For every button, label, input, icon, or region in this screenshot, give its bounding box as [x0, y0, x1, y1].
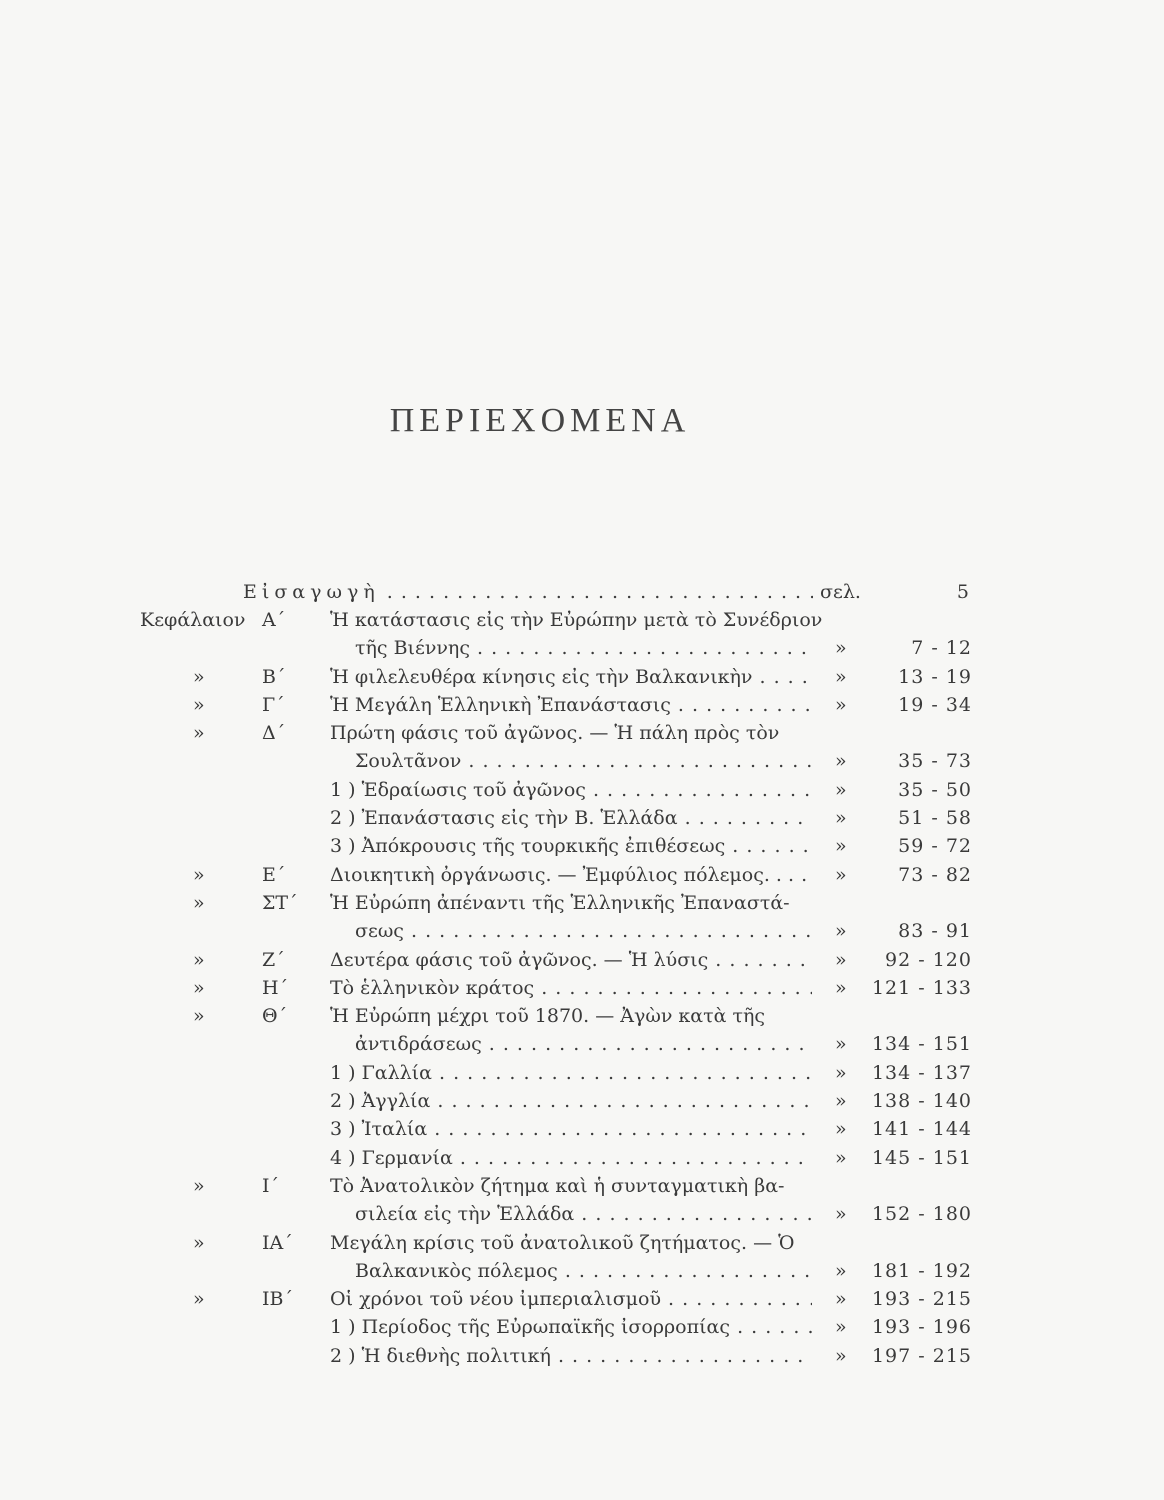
page-ditto: » — [835, 920, 847, 942]
ditto-mark: » — [193, 1175, 205, 1197]
chapter-title-cont: Σουλτᾶνον . . . — [355, 747, 812, 775]
chapter-number: Γ΄ — [262, 694, 285, 716]
page-range: 197 - 215 — [871, 1345, 972, 1367]
page-range: 152 - 180 — [871, 1203, 972, 1225]
page-range: 35 - 73 — [898, 750, 972, 772]
chapter-title: Μεγάλη κρίσις τοῦ ἀνατολικοῦ ζητήματος. — Ὁ — [330, 1232, 795, 1254]
chapter-title: Δευτέρα φάσις τοῦ ἀγῶνος. — Ἡ λύσις . . . — [330, 946, 812, 974]
page-range: 134 - 151 — [871, 1033, 972, 1055]
subsection-title: 1 ) Περίοδος τῆς Εὐρωπαϊκῆς ἰσορροπίας . . . — [330, 1313, 812, 1341]
chapter-title: Ἡ Εὐρώπη μέχρι τοῦ 1870. — Ἀγὼν κατὰ τῆς — [330, 1005, 766, 1027]
page-range: 35 - 50 — [898, 779, 972, 801]
chapter-title-cont: Βαλκανικὸς πόλεμος . . . — [355, 1257, 812, 1285]
chapter-number: Ι΄ — [262, 1175, 280, 1197]
page-ditto: » — [835, 1090, 847, 1112]
page-range: 7 - 12 — [911, 637, 972, 659]
ditto-mark: » — [193, 864, 205, 886]
page-ditto: » — [835, 1062, 847, 1084]
page-ditto: » — [835, 637, 847, 659]
chapter-number: Η΄ — [262, 977, 289, 999]
page-range: 134 - 137 — [871, 1062, 972, 1084]
chapter-number: ΣΤ΄ — [262, 892, 298, 914]
page-ditto: » — [835, 1203, 847, 1225]
subsection-title: 4 ) Γερμανία . . . — [330, 1144, 812, 1172]
chapter-title: Ἡ φιλελευθέρα κίνησις εἰς τὴν Βαλκανικὴν . . . — [330, 663, 812, 691]
chapter-title: Ἡ Εὐρώπη ἀπέναντι τῆς Ἑλληνικῆς Ἐπαναστά- — [330, 892, 790, 914]
ditto-mark: » — [193, 949, 205, 971]
chapter-number: Β΄ — [262, 666, 286, 688]
subsection-title: 2 ) Ἐπανάστασις εἰς τὴν Β. Ἑλλάδα . . . — [330, 804, 812, 832]
page-ditto: » — [835, 1260, 847, 1282]
ditto-mark: » — [193, 722, 205, 744]
ditto-mark: » — [193, 977, 205, 999]
chapter-title: Τὸ Ἀνατολικὸν ζήτημα καὶ ἡ συνταγματικὴ βα- — [330, 1175, 785, 1197]
chapter-number: ΙΒ΄ — [262, 1288, 293, 1310]
page-ditto: » — [835, 864, 847, 886]
page-ditto: » — [835, 977, 847, 999]
page-ditto: » — [835, 1316, 847, 1338]
page-range: 181 - 192 — [871, 1260, 972, 1282]
page-ditto: » — [835, 1147, 847, 1169]
page-ditto: » — [835, 1033, 847, 1055]
ditto-mark: » — [193, 666, 205, 688]
page-range: 92 - 120 — [885, 949, 972, 971]
subsection-title: 2 ) Ἡ διεθνὴς πολιτική . . . — [330, 1342, 812, 1370]
page-range: 145 - 151 — [871, 1147, 972, 1169]
page-ditto: » — [835, 949, 847, 971]
page-range: 193 - 196 — [871, 1316, 972, 1338]
page-ditto: » — [835, 666, 847, 688]
page-ditto: » — [835, 1288, 847, 1310]
ditto-mark: » — [193, 1232, 205, 1254]
page-ditto: » — [835, 694, 847, 716]
page-range: 59 - 72 — [898, 835, 972, 857]
chapter-number: Α΄ — [262, 609, 286, 631]
page-range: 83 - 91 — [898, 920, 972, 942]
page-range: 193 - 215 — [871, 1288, 972, 1310]
chapter-title-cont: σιλεία εἰς τὴν Ἑλλάδα . . . — [355, 1200, 812, 1228]
subsection-title: 3 ) Ἀπόκρουσις τῆς τουρκικῆς ἐπιθέσεως . . . — [330, 832, 812, 860]
chapter-title-cont: ἀντιδράσεως . . . — [355, 1030, 812, 1058]
page-range: 141 - 144 — [871, 1118, 972, 1140]
chapter-title-cont: τῆς Βιέννης . . . — [355, 634, 812, 662]
ditto-mark: » — [193, 892, 205, 914]
page-ditto: » — [835, 1118, 847, 1140]
chapter-title: Τὸ ἑλληνικὸν κράτος . . . — [330, 974, 812, 1002]
chapter-number: Θ΄ — [262, 1005, 288, 1027]
chapter-title: Διοικητικὴ ὀργάνωσις. — Ἐμφύλιος πόλεμος. . . . . . — [330, 861, 812, 889]
chapter-number: Δ΄ — [262, 722, 286, 744]
chapter-title: Οἱ χρόνοι τοῦ νέου ἰμπεριαλισμοῦ . . . — [330, 1285, 812, 1313]
chapter-title-cont: σεως . . . — [355, 917, 812, 945]
subsection-title: 2 ) Ἀγγλία . . . — [330, 1087, 812, 1115]
page-range: 51 - 58 — [898, 807, 972, 829]
chapter-title: Πρώτη φάσις τοῦ ἀγῶνος. — Ἡ πάλη πρὸς τὸν — [330, 722, 780, 744]
page-ditto: » — [835, 835, 847, 857]
intro-page: 5 — [956, 581, 970, 603]
page-range: 73 - 82 — [898, 864, 972, 886]
page-range: 13 - 19 — [898, 666, 972, 688]
page-title: ΠΕΡΙΕΧΟΜΕΝΑ — [389, 402, 691, 439]
chapter-title: Ἡ Μεγάλη Ἑλληνικὴ Ἐπανάστασις . . . — [330, 691, 812, 719]
intro-label: Εἰσαγωγὴ . . . — [243, 578, 813, 606]
subsection-title: 3 ) Ἰταλία . . . — [330, 1115, 812, 1143]
subsection-title: 1 ) Γαλλία . . . — [330, 1059, 812, 1087]
page-range: 121 - 133 — [871, 977, 972, 999]
page-ditto: » — [835, 779, 847, 801]
ditto-mark: » — [193, 1288, 205, 1310]
page-range: 19 - 34 — [898, 694, 972, 716]
chapter-number: Ε΄ — [262, 864, 286, 886]
intro-sel-label: σελ. — [820, 581, 861, 603]
page-ditto: » — [835, 1345, 847, 1367]
page-ditto: » — [835, 807, 847, 829]
chapter-word: Κεφάλαιον — [140, 609, 246, 631]
page-ditto: » — [835, 750, 847, 772]
chapter-title: Ἡ κατάστασις εἰς τὴν Εὐρώπην μετὰ τὸ Συνέδριον — [330, 609, 823, 631]
ditto-mark: » — [193, 694, 205, 716]
chapter-number: Ζ΄ — [262, 949, 285, 971]
chapter-number: ΙΑ΄ — [262, 1232, 293, 1254]
subsection-title: 1 ) Ἑδραίωσις τοῦ ἀγῶνος . . . — [330, 776, 812, 804]
ditto-mark: » — [193, 1005, 205, 1027]
page-range: 138 - 140 — [871, 1090, 972, 1112]
